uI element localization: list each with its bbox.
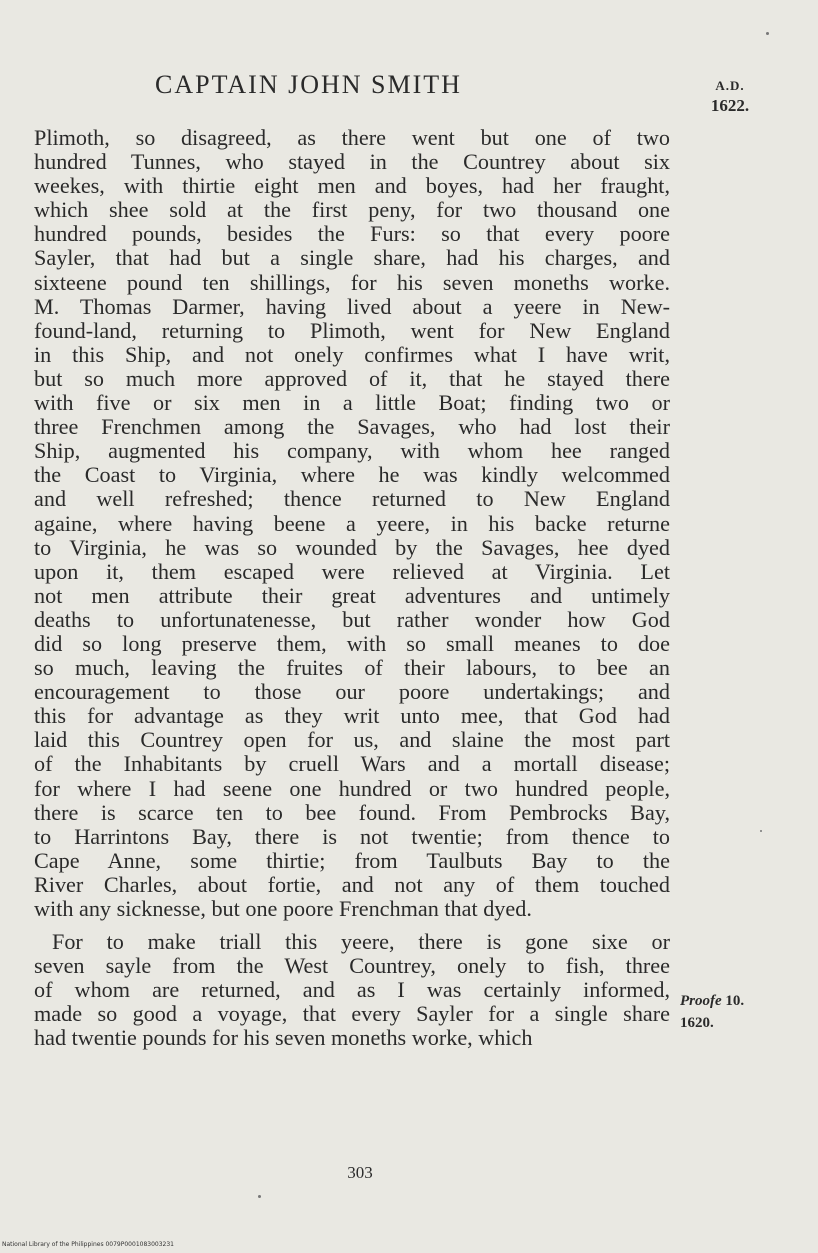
scan-footer: National Library of the Philippines 0079P0001083003231	[2, 1241, 174, 1248]
year-label: 1622.	[710, 96, 750, 115]
text-line: had twentie pounds for his seven moneths worke, which	[34, 1025, 533, 1051]
text-line: Cape Anne, some thirtie; from Taulbuts Bay to the	[34, 847, 670, 873]
text-line: in this Ship, and not onely confirmes what I have writ,	[34, 341, 670, 367]
text-line: hundred Tunnes, who stayed in the Countrey about six	[34, 149, 670, 175]
text-line: to Virginia, he was so wounded by the Savages, hee dyed	[34, 534, 670, 560]
text-line: seven sayle from the West Countrey, onely to fish, three	[34, 953, 670, 979]
text-line: encouragement to those our poore undertakings; and	[34, 679, 670, 705]
paragraph-second	[34, 930, 670, 1050]
text-line: hundred pounds, besides the Furs: so that every poore	[34, 221, 670, 247]
era-label: A.D.	[715, 78, 745, 93]
text-line: for where I had seene one hundred or two hundred people,	[34, 775, 670, 801]
text-line: not men attribute their great adventures and untimely	[34, 582, 670, 608]
date-margin	[700, 78, 760, 116]
text-line: made so good a voyage, that every Sayler for a single share	[34, 1001, 670, 1027]
text-line: againe, where having beene a yeere, in his backe returne	[34, 510, 670, 536]
text-line: Ship, augmented his company, with whom hee ranged	[34, 438, 670, 464]
text-line: found-land, returning to Plimoth, went for New England	[34, 317, 670, 343]
text-line: but so much more approved of it, that he stayed there	[34, 365, 670, 391]
text-line: so much, leaving the fruites of their labours, to bee an	[34, 655, 670, 681]
body-text	[34, 126, 670, 1051]
text-line: upon it, them escaped were relieved at Virginia. Let	[34, 558, 670, 584]
text-line: the Coast to Virginia, where he was kindly welcommed	[34, 462, 670, 488]
text-line: laid this Countrey open for us, and slaine the most part	[34, 727, 670, 753]
text-line: Sayler, that had but a single share, had his charges, and	[34, 245, 670, 271]
text-line: River Charles, about fortie, and not any of them touched	[34, 871, 670, 897]
margin-note-label: Proofe	[680, 993, 722, 1009]
text-line: sixteene pound ten shillings, for his seven moneths worke.	[34, 269, 670, 295]
text-line: Plimoth, so disagreed, as there went but one of two	[34, 125, 670, 150]
text-line: which shee sold at the first peny, for two thousand one	[34, 197, 670, 223]
margin-note-number: 10.	[725, 993, 745, 1009]
text-line: of the Inhabitants by cruell Wars and a mortall disease;	[34, 751, 670, 777]
running-head: CAPTAIN JOHN SMITH	[155, 70, 462, 99]
text-line: with five or six men in a little Boat; finding two or	[34, 390, 670, 416]
text-line: deaths to unfortunatenesse, but rather wonder how God	[34, 606, 670, 632]
margin-note-year: 1620.	[680, 1015, 714, 1031]
page-number: 303	[347, 1163, 373, 1182]
text-line: there is scarce ten to bee found. From Pembrocks Bay,	[34, 799, 670, 825]
text-line: of whom are returned, and as I was certainly informed,	[34, 977, 670, 1003]
margin-note	[680, 990, 790, 1034]
text-line: M. Thomas Darmer, having lived about a yeere in New-	[34, 293, 670, 319]
text-line: to Harrintons Bay, there is not twentie; from thence to	[34, 823, 670, 849]
text-line: weekes, with thirtie eight men and boyes, had her fraught,	[34, 173, 670, 199]
text-line: with any sicknesse, but one poore Frenchman that dyed.	[34, 896, 532, 921]
text-line: and well refreshed; thence returned to New England	[34, 486, 670, 512]
text-line: three Frenchmen among the Savages, who had lost their	[34, 414, 670, 440]
speck	[760, 830, 762, 832]
paragraph-main	[34, 126, 670, 921]
text-line: For to make triall this yeere, there is gone sixe or	[52, 929, 670, 955]
text-line: did so long preserve them, with so small meanes to doe	[34, 630, 670, 656]
speck	[258, 1195, 261, 1198]
speck	[766, 32, 769, 35]
text-line: this for advantage as they writ unto mee, that God had	[34, 703, 670, 729]
